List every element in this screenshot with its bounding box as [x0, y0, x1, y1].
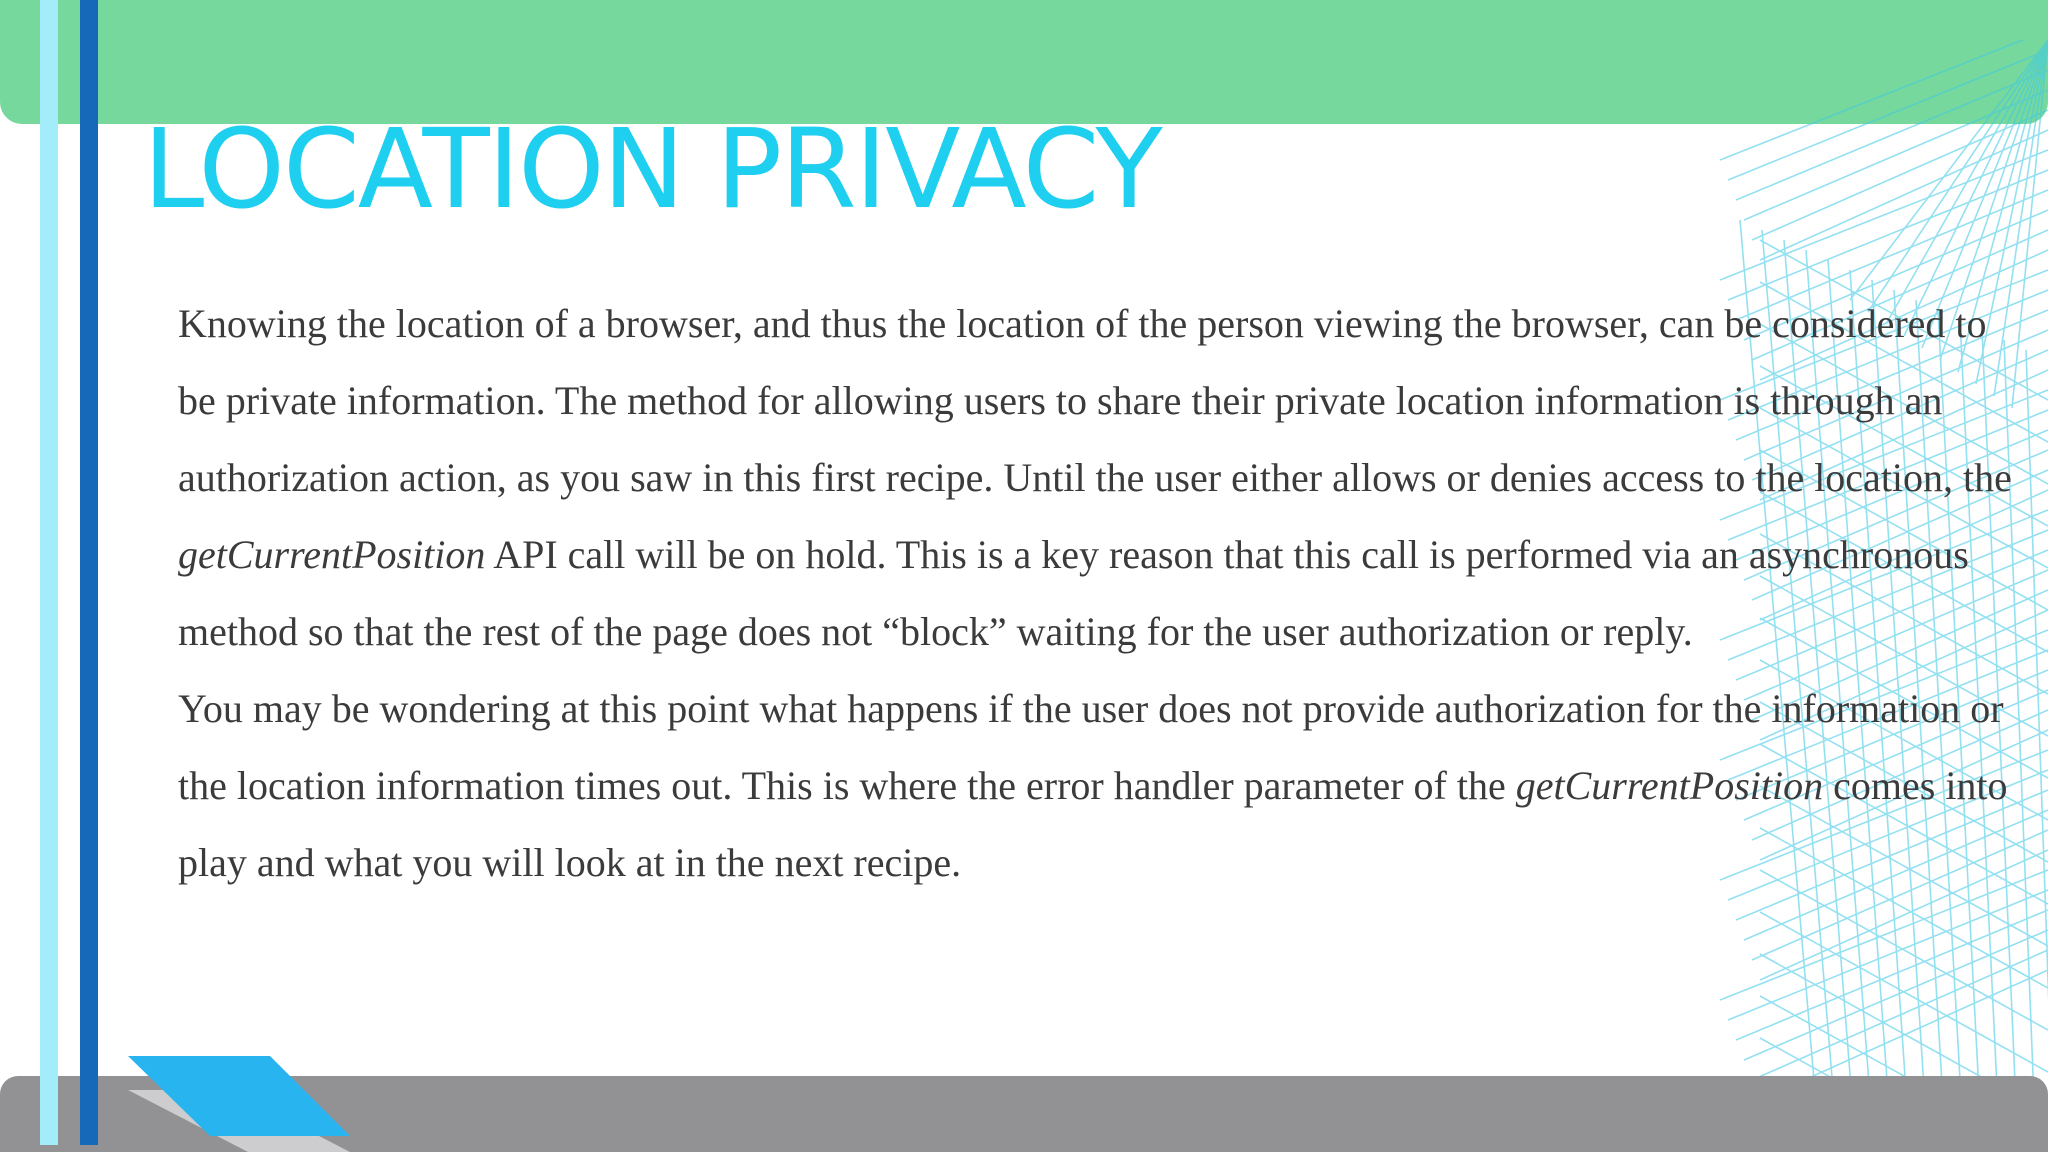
left-stripe-dark [80, 0, 98, 1145]
slide-body [178, 285, 2023, 901]
paragraph-1 [178, 285, 2023, 670]
paragraph-1-text-b: API call will be on hold. This is a key reason that this call is performed via an asynchronous method so that the rest of the page does not “block” waiting for the user authorization or reply. [178, 532, 1969, 654]
paragraph-2-text-a: You may be wondering at this point what happens if the user does not provide authorization for the information or the location information times out. This is where the error handler parameter of the [178, 686, 2004, 808]
corner-parallelograms [120, 1050, 380, 1152]
paragraph-1-text-a: Knowing the location of a browser, and thus the location of the person viewing the browser, can be considered to be private information. The method for allowing users to share their private location information is through an authorization action, as you saw in this first recipe. Until the user either allows or denies access to the location, the [178, 301, 2012, 500]
left-stripe-light [40, 0, 58, 1145]
paragraph-2-code-term: getCurrentPosition [1515, 763, 1824, 808]
slide-title: LOCATION PRIVACY [143, 105, 1161, 233]
paragraph-1-code-term: getCurrentPosition [178, 532, 486, 577]
paragraph-2 [178, 670, 2023, 901]
paragraph-2-text-b: comes into play and what you will look at in the next recipe. [178, 763, 2008, 885]
